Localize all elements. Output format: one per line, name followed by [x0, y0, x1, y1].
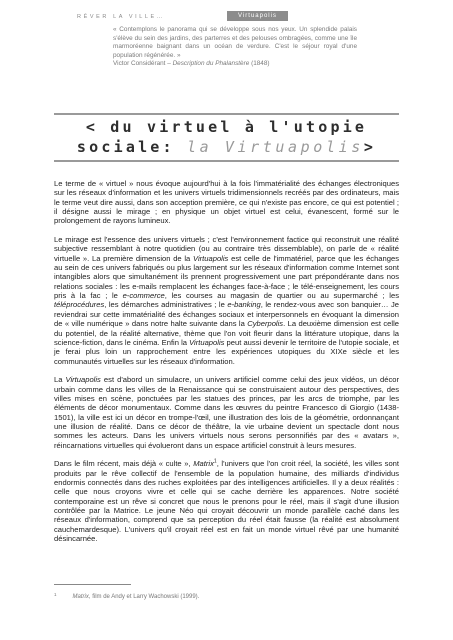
section-tag: Virtuapolis — [227, 11, 288, 21]
page-title-line1: < du virtuel à l'utopie — [85, 118, 368, 136]
running-header: RÊVER LA VILLE… — [77, 14, 165, 20]
title-rule-bottom — [54, 160, 399, 162]
paragraph-4: Dans le film récent, mais déjà « culte », Matrix$^1$, l'univers que l'on croit réel, la société, les villes sont produits par le rêve collectif de l'ensemble de la population humaine, des milliards d'individus endormis connectés dans des ruches exploitées par des intelligences artificielles. Il y a deux réalités : celle que nous croyons vivre et celle qui se cache derrière les apparences. Notre société contemporaine est un rêve si concret que nous le prenons pour le réel, mais il s'agit d'une illusion contrôlée par la Matrice. Le jeune Néo qui croyait découvrir un monde parallèle caché dans les réseaux d'information, comprend que sa perception du réel était fausse (la réalité est absolument cauchemardesque). L'univers qu'il croyait réel est en fait un monde virtuel rêvé par une humanité désincarnée. — [54, 458, 400, 544]
page-title-line2: sociale: la Virtuapolis> — [76, 138, 377, 156]
article-body — [54, 179, 399, 553]
title-rule-top — [54, 113, 399, 115]
footnote-rule — [54, 584, 131, 585]
paragraph-3: La Virtuapolis est d'abord un simulacre, un univers artificiel comme celui des jeux vidéos, un décor urbain comme dans les villes de la Renaissance qui se construisaient autour des perspectives, des villes mises en scène, ponctuées par les statues des princes, par les arcs de triomphe, par les éléments de décor monumentaux. Comme dans les œuvres du peintre Francesco di Giorgio (1438-1501), la ville est ici un décor en trompe-l'œil, une illustration des lois de la géométrie, ordonnançant une illusion de réalité. Dans ce décor de théâtre, la vie urbaine devient un spectacle dont nous sommes les acteurs. Dans les univers virtuels nous serons personnifiés par des « avatars », réincarnations virtuelles qui évolueront dans un espace artificiel construit à leurs mesures. — [54, 375, 399, 450]
footnote: $^1$ Matrix, film de Andy et Larry Wachowski (1999). — [54, 592, 200, 600]
epigraph-quote: « Contemplons le panorama qui se développe sous nos yeux. Un splendide palais s'élève du sein des jardins, des parterres et des pelouses ombragées, comme une île marmoréenne baignant dans un océan de verdure. C'est le séjour royal d'une population régénérée. » — [113, 26, 357, 59]
title-highlight: la Virtuapolis — [187, 138, 364, 156]
paragraph-1: Le terme de « virtuel » nous évoque aujourd'hui à la fois l'immatérialité des échanges électroniques sur les réseaux d'information et les univers virtuels tridimensionnels recréés par des ordinateurs, mais le terme veut dire aussi, dans son acception première, ce qui n'existe pas encore, ce qui est potentiel ; il désigne aussi le mirage ; en physique un objet virtuel est celui, évanescent, formé sur le prolongement de rayons lumineux. — [54, 179, 399, 226]
epigraph-source: Victor Considérant – Description du Phalanstère (1848) — [113, 60, 270, 68]
paragraph-2: Le mirage est l'essence des univers virtuels ; c'est l'environnement factice qui reconstruit une réalité subjective ressemblant à notre quotidien (ou au contraire très dissemblable), on parle de « réalité virtuelle ». La première dimension de la Virtuapolis est celle de l'immatériel, parce que les échanges au sein de ces univers fabriqués ou plus largement sur les réseaux d'information comme Internet sont intangibles alors que simultanément ils prennent progressivement une part prépondérante dans nos relations sociales : les e-mails remplacent les échanges face-à-face ; le télé-enseignement, les cours pris à la fac ; le e-commerce, les courses au magasin de quartier ou au supermarché ; les téléprocédures, les démarches administratives ; le e-banking, le rendez-vous avec son banquier… Je reviendrai sur cette immatérialité des échanges sociaux et interpersonnels en évoquant la dimension de « ville numérique » dans notre halte suivante dans la Cyberpolis. La deuxième dimension est celle du potentiel, de la réalité alternative, thème que l'on voit fleurir dans la littérature utopique, dans la science-fiction, dans le cinéma. Enfin la Virtuapolis peut aussi devenir le territoire de l'utopie sociale, et je ferai plus loin un rapprochement entre les expériences utopiques du XIXe siècle et les communautés virtuelles sur les réseaux d'information. — [54, 235, 400, 366]
footnote-reference: 1 — [213, 458, 217, 465]
epigraph — [113, 26, 357, 69]
